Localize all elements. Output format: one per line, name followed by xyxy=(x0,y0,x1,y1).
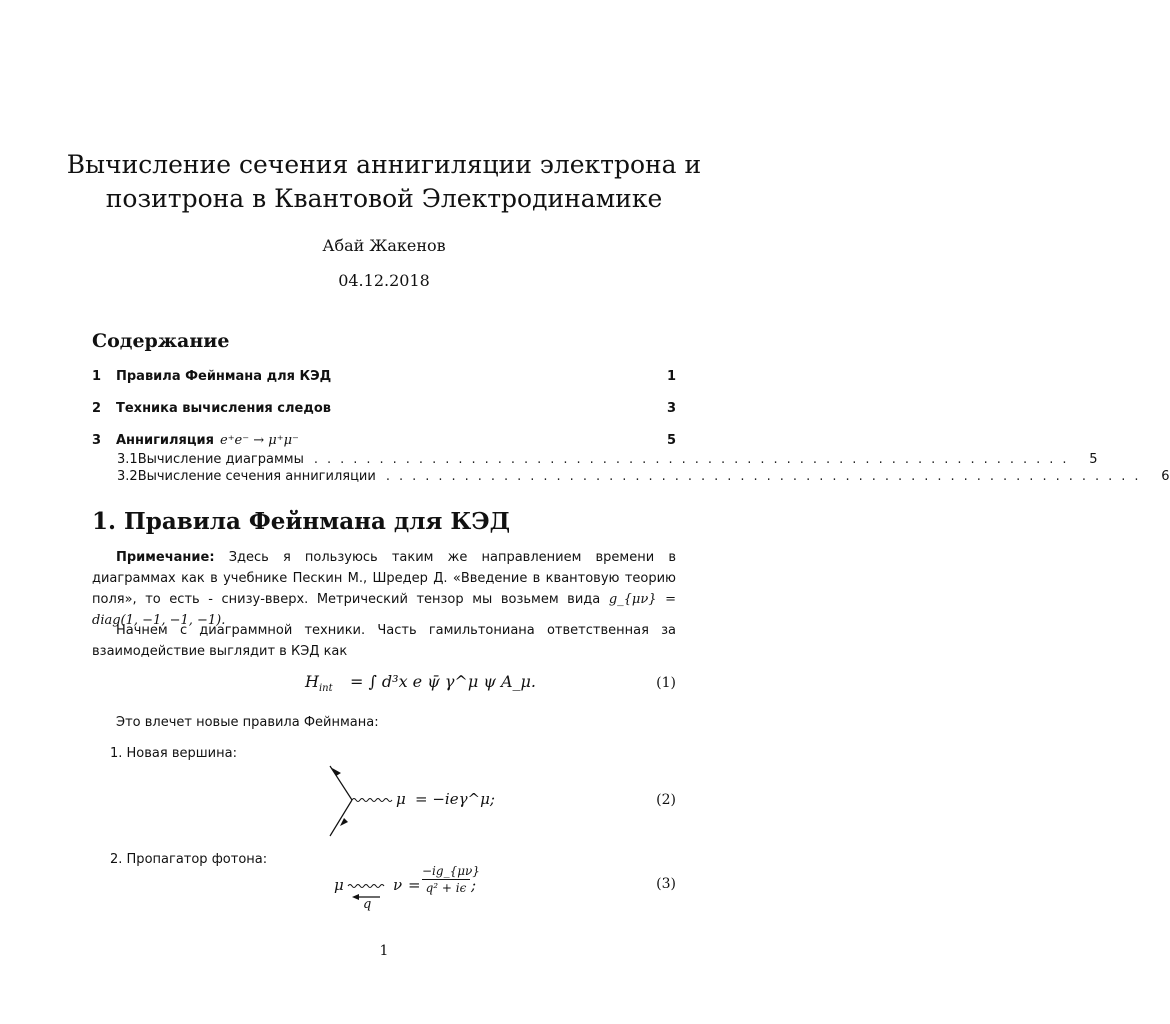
propagator-fraction xyxy=(422,864,480,895)
page-number: 1 xyxy=(379,943,389,959)
toc-entry-number: 2 xyxy=(92,401,102,416)
fermion-line-in xyxy=(330,766,352,800)
metric-formula: g_{μν} = diag(1, −1, −1, −1). xyxy=(92,592,676,628)
toc-entry-title: Правила Фейнмана для КЭД xyxy=(116,369,332,384)
toc-entry[interactable] xyxy=(92,469,1170,484)
rules-intro: Это влечет новые правила Фейнмана: xyxy=(116,715,379,730)
arrow-icon xyxy=(340,818,348,826)
toc-entry-number: 3.1 xyxy=(117,452,138,467)
list-item-propagator: 2. Пропагатор фотона: xyxy=(110,852,268,867)
toc-entry-title: Вычисление диаграммы xyxy=(137,452,304,467)
fraction-denominator: q² + iϵ xyxy=(425,881,467,895)
fraction-numerator: −ig_{μν} xyxy=(422,864,480,878)
momentum-label: q xyxy=(363,897,372,912)
equation-number: (2) xyxy=(656,792,676,808)
toc-entry-page: 5 xyxy=(1089,452,1098,467)
photon-wavy-line xyxy=(352,799,392,802)
toc-entry-page: 6 xyxy=(1161,469,1170,484)
equation-number: (1) xyxy=(656,675,676,691)
toc-entry-number: 1 xyxy=(92,369,102,384)
equals-sign: = xyxy=(408,876,421,894)
note-paragraph xyxy=(92,547,676,631)
vertex-index: μ xyxy=(396,790,406,808)
date: 04.12.2018 xyxy=(338,271,430,290)
toc-entry-number: 3 xyxy=(92,433,102,448)
toc-entry-page: 5 xyxy=(666,433,676,448)
toc-dot-leader: .......................................................... xyxy=(313,452,1076,467)
fermion-line-out xyxy=(330,800,352,836)
toc-entry-number: 3.2 xyxy=(117,469,138,484)
semicolon: ; xyxy=(471,876,477,894)
propagator-to: ν xyxy=(393,876,403,894)
toc-entry-page: 3 xyxy=(666,401,676,416)
note-label: Примечание: xyxy=(116,550,215,565)
toc-entry-title: Вычисление сечения аннигиляции xyxy=(137,469,376,484)
toc-entry[interactable] xyxy=(92,452,1098,467)
toc-entry-title: Аннигиляция xyxy=(116,433,214,448)
toc-entry-page: 1 xyxy=(666,369,676,384)
toc-entry[interactable] xyxy=(92,369,676,384)
note-text: Здесь я пользуюсь таким же направлением времени в диаграммах как в учебнике Пескин М., Шредер Д. «Введение в квантовую теорию поля», то есть - снизу-вверх. Метрический тензор мы возьмем вида xyxy=(92,550,676,607)
arrow-left-icon xyxy=(352,894,359,900)
equation-1 xyxy=(92,670,676,700)
toc-entry[interactable] xyxy=(92,401,676,416)
paper-title: Вычисление сечения аннигиляции электрона и позитрона в Квантовой Электродинамике xyxy=(66,150,702,213)
photon-wavy-line xyxy=(348,885,384,888)
toc-entry[interactable] xyxy=(92,433,676,448)
vertex-rule: = −ieγ^μ; xyxy=(415,790,495,808)
author: Абай Жакенов xyxy=(322,236,446,255)
propagator-from: μ xyxy=(334,876,344,894)
list-item-vertex: 1. Новая вершина: xyxy=(110,746,237,761)
toc-entry-math: e⁺e⁻ → μ⁺μ⁻ xyxy=(220,433,299,448)
toc-dot-leader: .......................................................... xyxy=(385,469,1148,484)
toc-entry-title: Техника вычисления следов xyxy=(116,401,332,416)
toc-heading: Содержание xyxy=(92,330,230,352)
eq1-rhs: = ∫ d³x e ψ̄ γ^μ ψ A_μ. xyxy=(350,672,536,691)
intro-paragraph: Начнем с диаграммной техники. Часть гамильтониана ответственная за взаимодействие выглядит в КЭД как xyxy=(92,623,676,659)
section-heading: 1. Правила Фейнмана для КЭД xyxy=(92,508,511,535)
equation-number: (3) xyxy=(656,876,676,892)
eq1-lhs: $H_{int}$ xyxy=(305,672,333,695)
